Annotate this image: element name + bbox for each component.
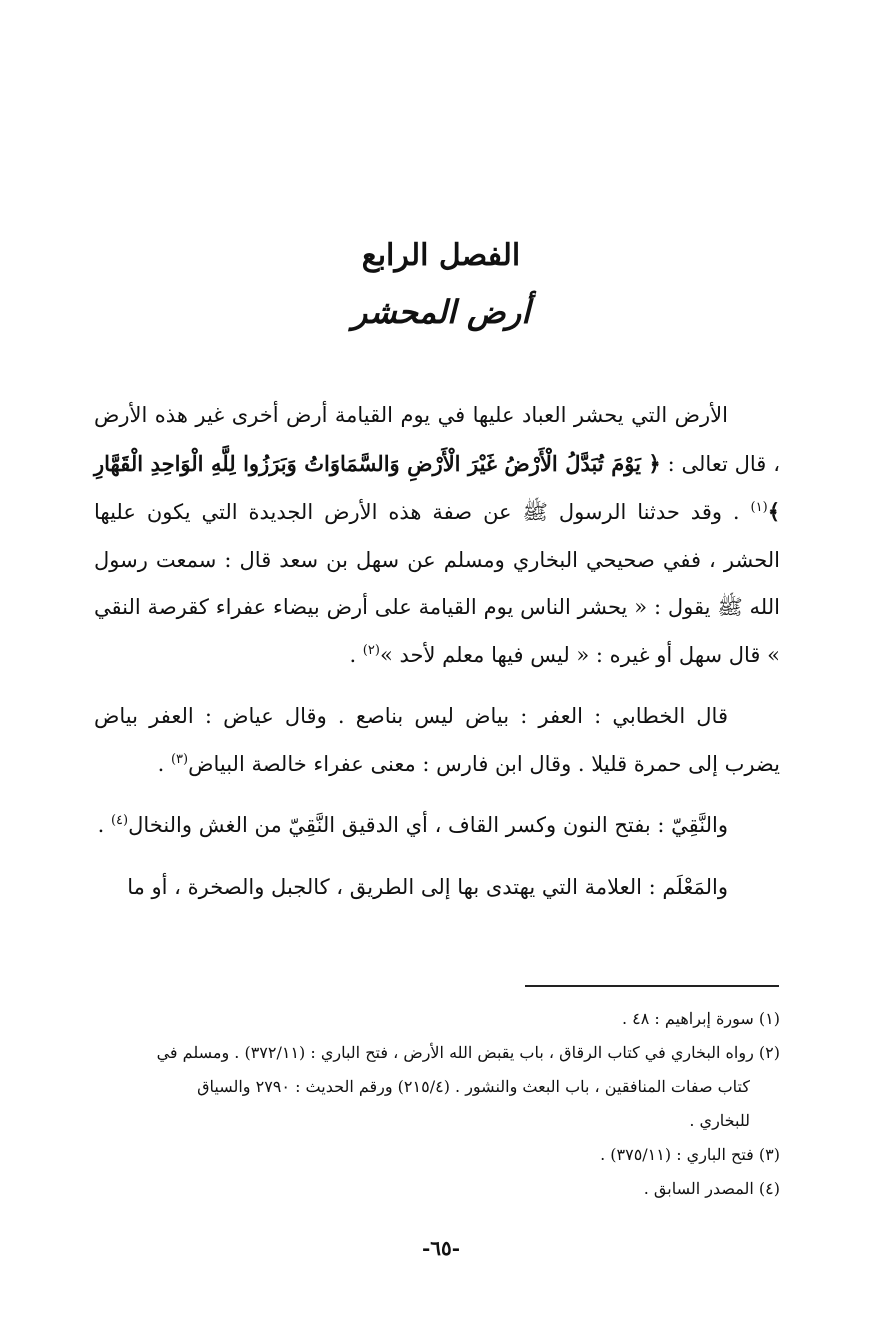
footnote-ref-3: (٣): [170, 751, 189, 767]
paragraph-2: [94, 693, 780, 788]
chapter-title: الفصل الرابع: [361, 238, 521, 273]
footnote-2: [94, 1036, 780, 1138]
footnote-ref-4: (٤): [110, 813, 129, 828]
footnote-ref-2: (٢): [362, 642, 380, 658]
paragraph-1-end: .: [349, 642, 363, 667]
footnote-2-line-3: للبخاري .: [689, 1111, 750, 1130]
footnote-3: (٣) فتح الباري : (٣٧٥/١١) .: [600, 1145, 780, 1164]
paragraph-2-end: .: [157, 751, 171, 776]
footnotes: [94, 1002, 780, 1206]
paragraph-2-text: قال الخطابي : العفر : بياض ليس بناصع . وقال عياض : العفر بياض يضرب إلى حمرة قليلا . وقال ابن فارس : معنى عفراء خالصة البياض: [94, 704, 780, 776]
paragraph-3: [94, 802, 780, 850]
paragraph-3-text: والنَّقِيّ : بفتح النون وكسر القاف ، أي الدقيق النَّقِيّ من الغش والنخال: [128, 813, 728, 837]
paragraph-1: [94, 392, 780, 679]
footnote-1: (١) سورة إبراهيم : ٤٨ .: [621, 1009, 780, 1028]
paragraph-3-end: .: [97, 813, 111, 837]
paragraph-4: والمَعْلَم : العلامة التي يهتدى بها إلى الطريق ، كالجبل والصخرة ، أو ما: [127, 874, 728, 899]
page-number: -٦٥-: [421, 1236, 461, 1260]
footnote-2-line-1: (٢) رواه البخاري في كتاب الرقاق ، باب يقبض الله الأرض ، فتح الباري : (٣٧٢/١١) . ومسلم في: [156, 1043, 780, 1062]
footnote-divider: [525, 985, 779, 987]
quran-verse: ﴿ يَوْمَ تُبَدَّلُ الْأَرْضُ غَيْرَ الْأَرْضِ وَالسَّمَاوَاتُ وَبَرَزُوا لِلَّهِ الْوَاحِدِ الْقَهَّارِ ﴾: [94, 450, 780, 524]
paragraph-1-text-b: . وقد حدثنا الرسول ﷺ عن صفة هذه الأرض الجديدة التي يكون عليها الحشر ، ففي صحيحي البخاري ومسلم عن سهل بن سعد قال : سمعت رسول الله ﷺ يقول : « يحشر الناس يوم القيامة على أرض بيضاء عفراء كقرصة النقي » قال سهل أو غيره : « ليس فيها معلم لأحد »: [94, 500, 780, 667]
footnote-4: (٤) المصدر السابق .: [643, 1179, 780, 1198]
body-text: [94, 392, 780, 925]
footnote-2-line-2: كتاب صفات المنافقين ، باب البعث والنشور . (٢١٥/٤) ورقم الحديث : ٢٧٩٠ والسياق: [197, 1077, 750, 1096]
chapter-subtitle: أرض المحشر: [351, 293, 531, 331]
paragraph-1-text-a: الأرض التي يحشر العباد عليها في يوم القيامة أرض أخرى غير هذه الأرض ، قال تعالى :: [94, 403, 780, 476]
footnote-ref-1: (١): [750, 500, 768, 515]
